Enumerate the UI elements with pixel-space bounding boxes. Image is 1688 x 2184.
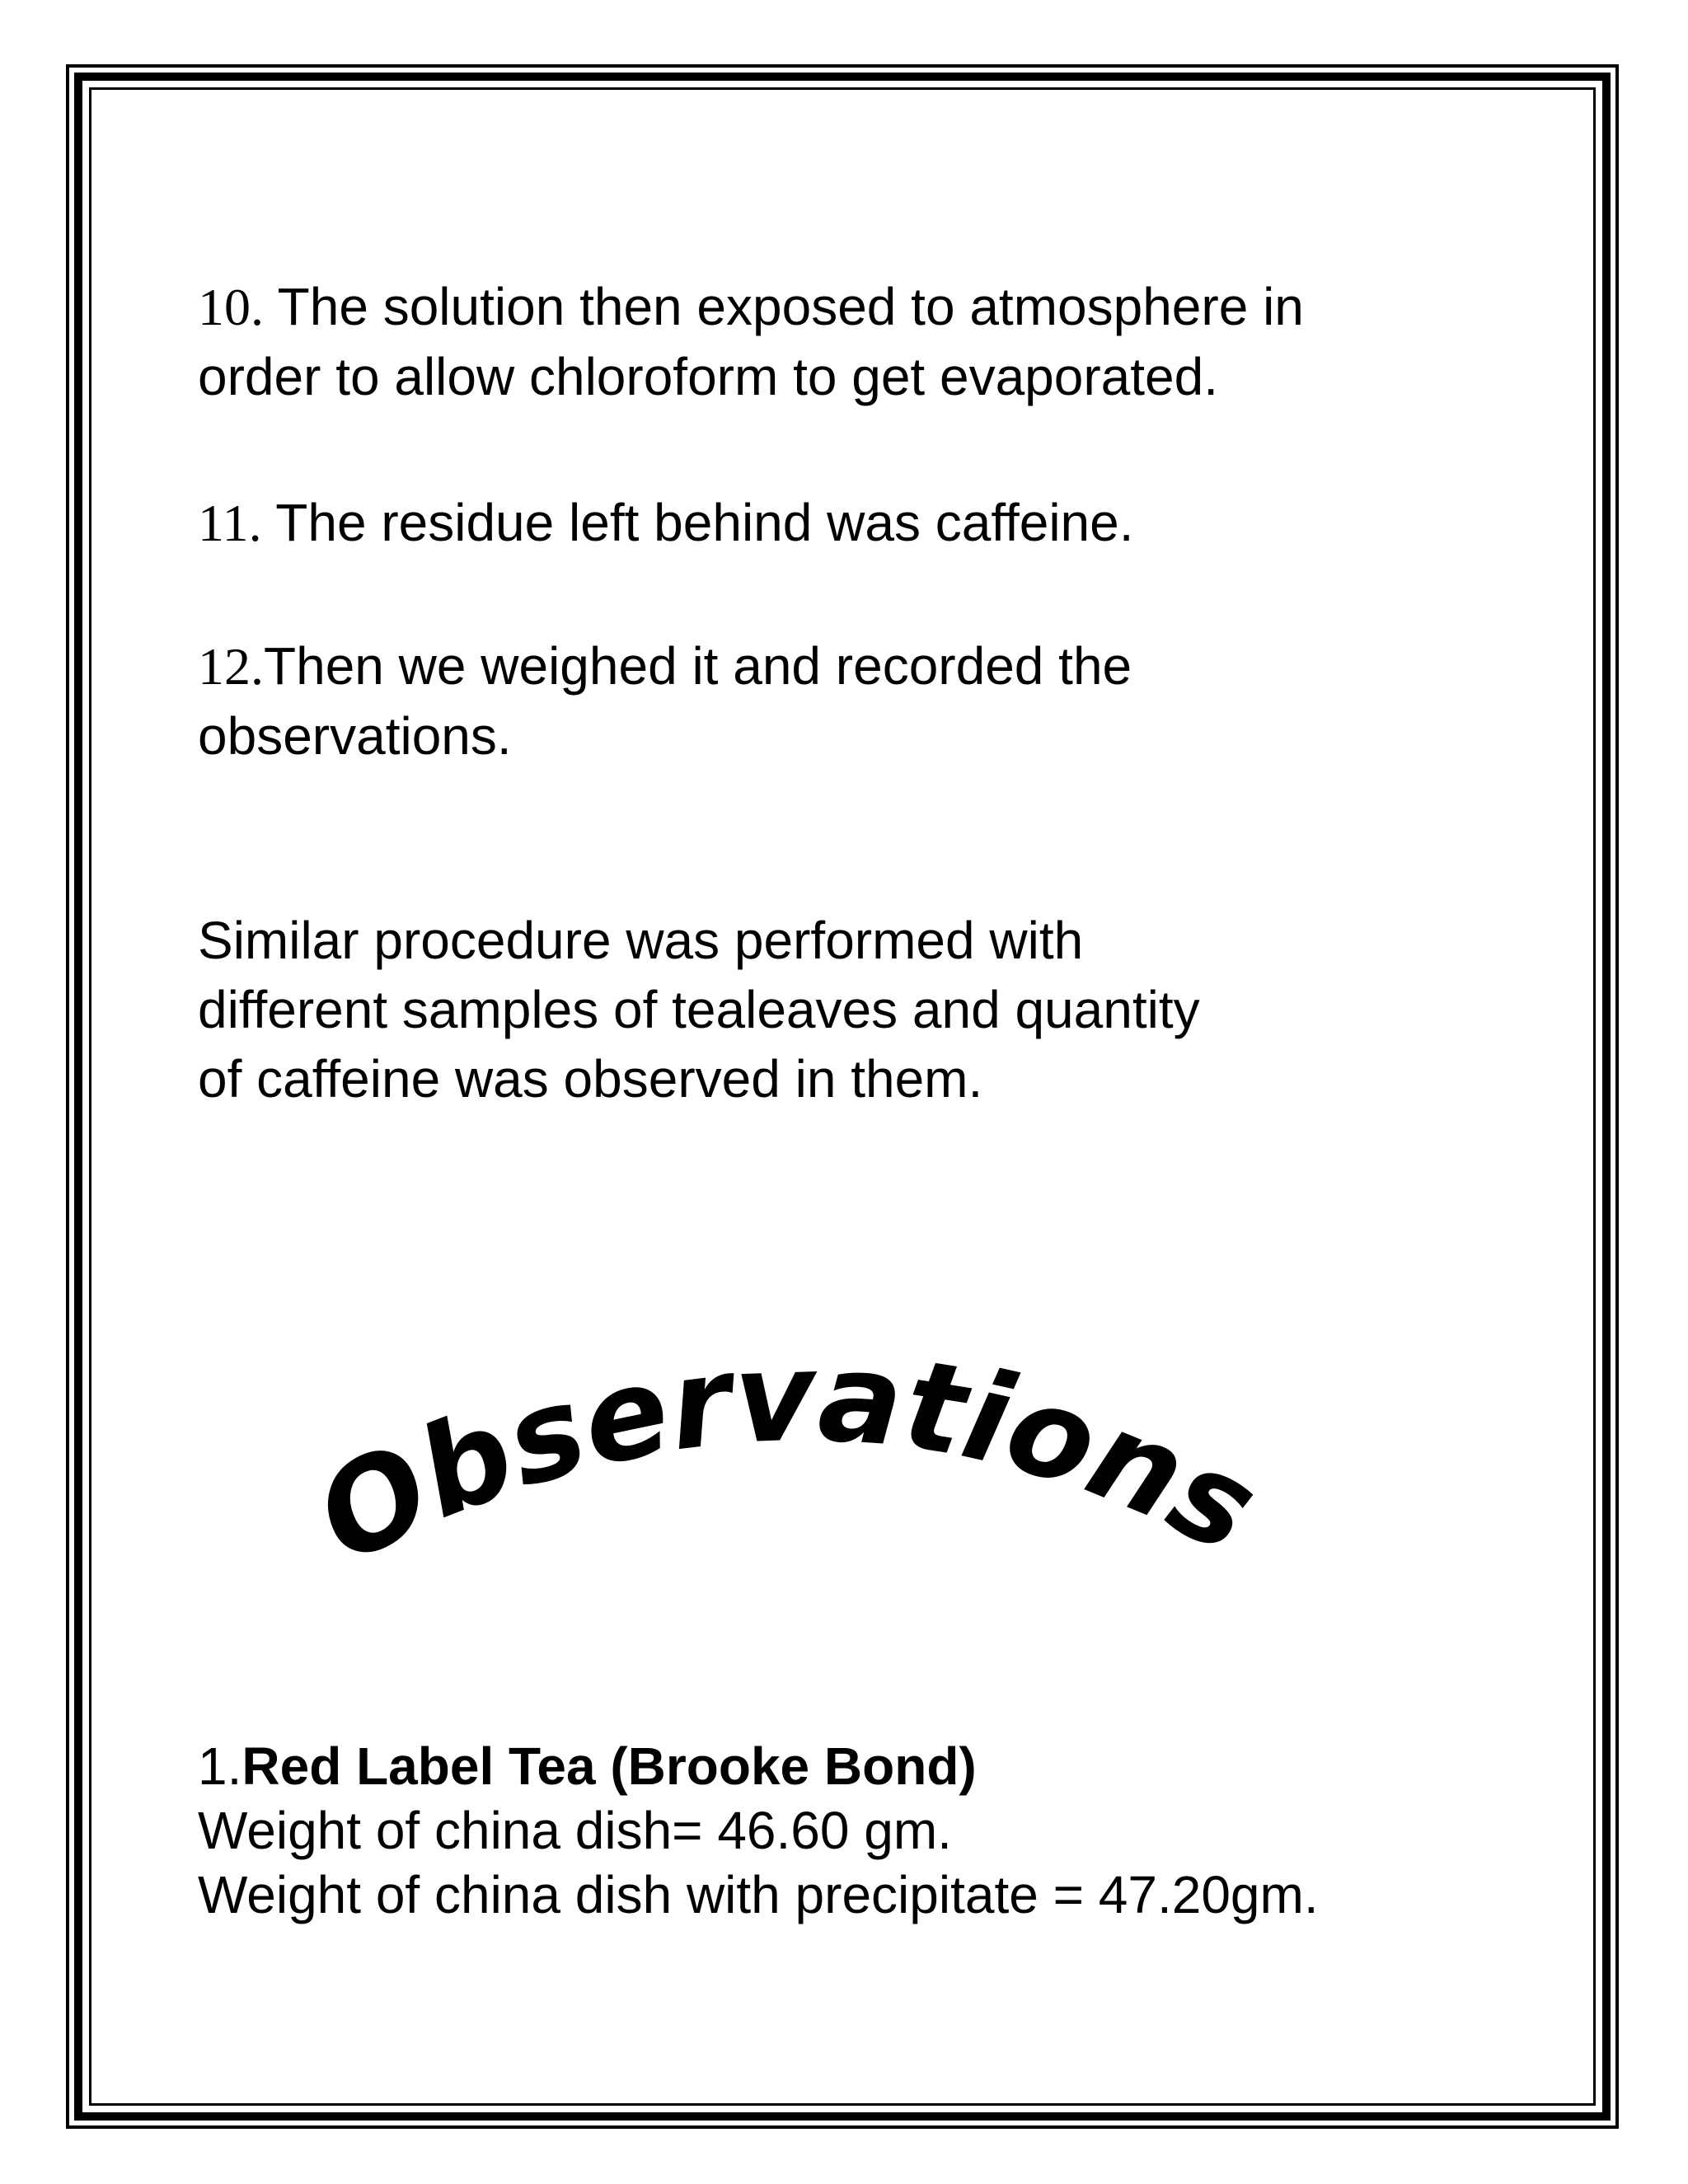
observation-1-dish-with-precipitate: Weight of china dish with precipitate = 47.20gm. bbox=[198, 1865, 1319, 1924]
step-11-line-1: The residue left behind was caffeine. bbox=[261, 493, 1134, 552]
observation-1-dish-weight: Weight of china dish= 46.60 gm. bbox=[198, 1801, 952, 1860]
similar-procedure-line-3: of caffeine was observed in them. bbox=[198, 1049, 983, 1108]
similar-procedure-paragraph bbox=[198, 906, 1200, 1113]
step-11 bbox=[198, 488, 1134, 558]
step-12-number: 12. bbox=[198, 637, 264, 696]
similar-procedure-line-1: Similar procedure was performed with bbox=[198, 911, 1084, 970]
step-12-line-2: observations. bbox=[198, 706, 512, 766]
step-10-number: 10. bbox=[198, 278, 264, 336]
step-10 bbox=[198, 272, 1304, 411]
step-12 bbox=[198, 631, 1132, 771]
step-10-line-2: order to allow chloroform to get evaporated. bbox=[198, 347, 1218, 406]
step-12-line-1: Then we weighed it and recorded the bbox=[264, 636, 1132, 696]
step-11-number: 11. bbox=[198, 494, 262, 552]
similar-procedure-line-2: different samples of tealeaves and quantity bbox=[198, 980, 1200, 1039]
observations-heading-text: Observations bbox=[295, 1325, 1279, 1592]
observation-1-title: Red Label Tea (Brooke Bond) bbox=[241, 1736, 977, 1796]
observation-1 bbox=[198, 1734, 1319, 1927]
observation-1-number: 1. bbox=[198, 1736, 242, 1796]
step-10-line-1: The solution then exposed to atmosphere in bbox=[264, 277, 1304, 336]
